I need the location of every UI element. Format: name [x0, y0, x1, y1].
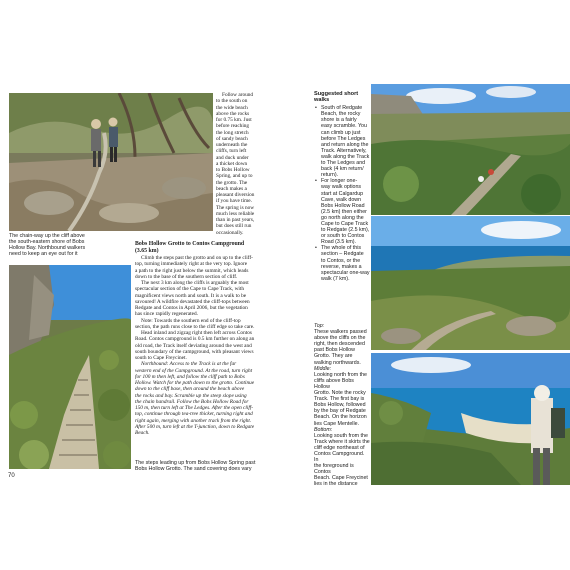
narrow-column-text — [216, 92, 290, 236]
caption-line: cliffs above Bobs Hollow — [314, 377, 354, 390]
text-line: • South of Redgate — [321, 105, 363, 112]
text-line: The spring is now — [216, 204, 255, 211]
caption-line: cliff edge northeast of — [314, 444, 365, 451]
caption-line: by the bay of Redgate — [314, 408, 366, 415]
text-line: or south to Contos — [321, 233, 365, 240]
text-line: much less reliable — [216, 210, 255, 217]
text-line: before reaching — [216, 123, 250, 130]
caption-line: Beach. Cape Freycinet — [314, 475, 368, 482]
text-line: if you have time. — [216, 198, 252, 205]
text-line: Spring, and up to — [216, 173, 253, 180]
section-heading: Bobs Hollow Grotto to Contos Campground — [135, 241, 245, 247]
text-line: for 0.75 km. Just — [216, 117, 252, 123]
text-line: • For longer one- — [321, 178, 358, 185]
caption-line: right, then descended — [314, 341, 365, 348]
text-line: section – Redgate — [321, 251, 364, 258]
caption-line: Hollow Bay. Northbound walkers — [9, 245, 86, 252]
text-line: to The Ledges and — [321, 160, 366, 167]
caption-label-middle: Middle: — [314, 365, 332, 372]
text-line: the grotto. The — [216, 179, 248, 186]
text-line: Road (3.5 km). — [321, 239, 357, 246]
caption-line: lies Cape Mentelle. — [314, 420, 360, 427]
page-number: 70 — [8, 473, 15, 479]
northbound-line: Northbound: Access to the Track is at the far — [141, 361, 237, 368]
northbound-line: right again, merging with another track from the right. — [135, 417, 252, 424]
caption-label-top: Top: — [314, 323, 325, 329]
northbound-line: for 100 m then left, and follow the cliff path to Bobs — [135, 373, 245, 380]
list-item — [321, 245, 370, 282]
photo-chain-way-walkers — [9, 93, 213, 231]
photo-walkers-above-cliffs — [371, 84, 570, 215]
paragraph-line: south boundary of the campground, with pleasant views — [135, 348, 254, 355]
text-line: to Bobs Hollow — [216, 167, 250, 173]
paragraph-line: south to Cape Freycinet. — [135, 355, 187, 362]
paragraph-line: old road, the Track itself deviating around the west and — [135, 342, 252, 349]
caption-line: Track. The first bay is — [314, 396, 365, 403]
section-heading-distance: (3.65 km) — [135, 247, 159, 254]
text-line: Cape to Cape Track — [321, 220, 369, 227]
photo-looking-south-contos — [371, 353, 570, 485]
photo-steps-grotto — [9, 265, 131, 469]
text-line: reverse, makes a — [321, 263, 362, 270]
text-line: (2.5 km) then either — [321, 208, 367, 215]
text-line: return). — [321, 172, 339, 179]
text-line: to Redgate (2.5 km), — [321, 227, 370, 234]
caption-line: The chain-way up the cliff above — [9, 233, 85, 239]
text-line: to the south on — [216, 98, 248, 105]
text-line: the wide beach — [216, 104, 248, 111]
text-line: than in past years, — [216, 217, 255, 223]
caption-steps — [135, 460, 300, 472]
caption-line: Contos Campground. In — [314, 450, 365, 464]
text-line: above the rocks — [216, 110, 250, 117]
text-line: walk along the Track — [321, 153, 370, 160]
sidebar-heading: Suggested short — [314, 91, 359, 97]
caption-line: Beach. On the horizon — [314, 414, 367, 421]
text-line: the long stretch — [216, 129, 249, 136]
caption-line: lies in the distance — [314, 481, 358, 488]
paragraph-line: down to the base of the southern section of cliff. — [135, 273, 238, 280]
text-line: easy scramble. You — [321, 123, 367, 130]
text-line: Beach, the rocky — [321, 111, 361, 118]
paragraph-line: Redgate and Contos in April 2006, but the vegetation — [135, 305, 248, 312]
northbound-line: western end of the Campground. At the road, turn right — [135, 367, 253, 374]
text-line: can climb up just — [321, 129, 361, 136]
text-line: Bobs Hollow Road — [321, 202, 365, 209]
list-item — [321, 105, 370, 178]
caption-line: Grotto. Note the rocky — [314, 390, 366, 397]
section-grotto-to-contos — [135, 241, 297, 436]
text-line: walk (7 km). — [321, 275, 350, 282]
text-line: of sandy beach — [216, 135, 248, 142]
list-item — [321, 178, 370, 245]
northbound-line: top, continue through tea-tree thicket, turning right and — [135, 411, 253, 418]
text-line: go north along the — [321, 214, 364, 221]
paragraph-line: Note: Towards the southern end of the cliff-top — [141, 317, 241, 324]
sidebar-heading: walks — [314, 97, 330, 104]
text-line: back (4 km return/ — [321, 166, 364, 173]
text-line: underneath the — [216, 142, 248, 148]
caption-line: Grotto. They are — [314, 353, 353, 360]
text-line: Follow around — [222, 92, 254, 98]
paragraph-line: savoured! A wildfire devastated the cliff-tops between — [135, 298, 250, 305]
caption-line: Bobs Hollow, followed — [314, 402, 366, 409]
caption-label-bottom: Bottom: — [314, 426, 333, 433]
caption-line: Track where it skirts the — [314, 438, 370, 445]
northbound-line: down to the cliff base, then around the beach above — [135, 386, 245, 393]
caption-line: past Bobs Hollow — [314, 347, 355, 354]
paragraph-line: Road. Contos campground is 0.5 km further on along an — [135, 336, 255, 343]
text-line: occasionally. — [216, 229, 244, 236]
text-line: start at Calgardup — [321, 190, 364, 197]
caption-right-photos — [314, 323, 370, 488]
text-line: and duck under — [216, 154, 249, 161]
text-line: shore is a fairly — [321, 117, 357, 124]
northbound-line: the chain handrail. Follow the Bobs Hollow Road for — [135, 398, 249, 405]
text-line: Cave, walk down — [321, 196, 362, 203]
paragraph-line: spectacular section of the Cape to Cape Track, with — [135, 286, 244, 293]
paragraph-line: The next 3 km along the cliffs is arguably the most — [141, 280, 249, 287]
caption-line: These walkers passed — [314, 329, 367, 336]
northbound-line: Hollow. Watch for the path down to the grotto. Continue — [135, 380, 255, 387]
text-line: pleasant diversion — [216, 192, 255, 198]
text-line: a thicket down — [216, 160, 248, 167]
text-line: to Contos, or the — [321, 257, 361, 264]
sidebar-list — [314, 105, 370, 282]
northbound-line: 150 m, then turn left at The Ledges. After the open cliff- — [135, 405, 254, 412]
caption-line: the south-eastern shore of Bobs — [9, 239, 85, 246]
text-line: but does still run — [216, 223, 252, 230]
caption-line: Bobs Hollow Grotto. The sand covering does vary — [135, 466, 252, 473]
paragraph-line: section, the path runs close to the cliff edge so take care. — [135, 323, 255, 330]
text-line: Track. Alternatively, — [321, 147, 367, 154]
paragraph-line: a path to the right just below the summit, which leads — [135, 267, 249, 274]
caption-chain-way — [9, 233, 119, 257]
text-line: way walk options — [321, 184, 362, 191]
caption-line: need to keep an eye out for it — [9, 251, 78, 258]
text-line: cliffs, turn left — [216, 148, 247, 155]
text-line: spectacular one-way — [321, 269, 370, 276]
northbound-line: After 500 m, turn left at the T-junction, down to Redgate — [135, 423, 255, 430]
text-line: and return along the — [321, 141, 369, 148]
photo-looking-north-redgate — [371, 216, 570, 350]
paragraph-line: top, turning immediately right at the very top. Ignore — [135, 261, 248, 268]
sidebar-suggested-walks — [314, 91, 370, 282]
caption-line: the foreground is Contos — [314, 463, 354, 476]
caption-line: The steps leading up from Bobs Hollow Spring past — [135, 460, 256, 466]
text-line: before The Ledges — [321, 135, 366, 142]
paragraph-line: magnificent views north and south. It is a walk to be — [135, 292, 247, 299]
caption-line: above the cliffs on the — [314, 335, 366, 342]
caption-line: Looking north from the — [314, 371, 367, 378]
northbound-line: the rocks and bay. Scramble up the steep slope using — [135, 392, 247, 399]
caption-line: Looking south from the — [314, 432, 368, 439]
text-line: beach makes a — [216, 185, 247, 192]
northbound-line: Beach. — [135, 430, 150, 437]
paragraph-line: has since rapidly regenerated. — [135, 311, 198, 318]
caption-line: walking northwards. — [314, 359, 361, 366]
paragraph-line: Head inland and zigzag right then left across Contos — [141, 330, 252, 337]
paragraph-line: Climb the steps past the grotto and on up to the cliff- — [141, 255, 253, 262]
text-line: • The whole of this — [321, 245, 362, 252]
